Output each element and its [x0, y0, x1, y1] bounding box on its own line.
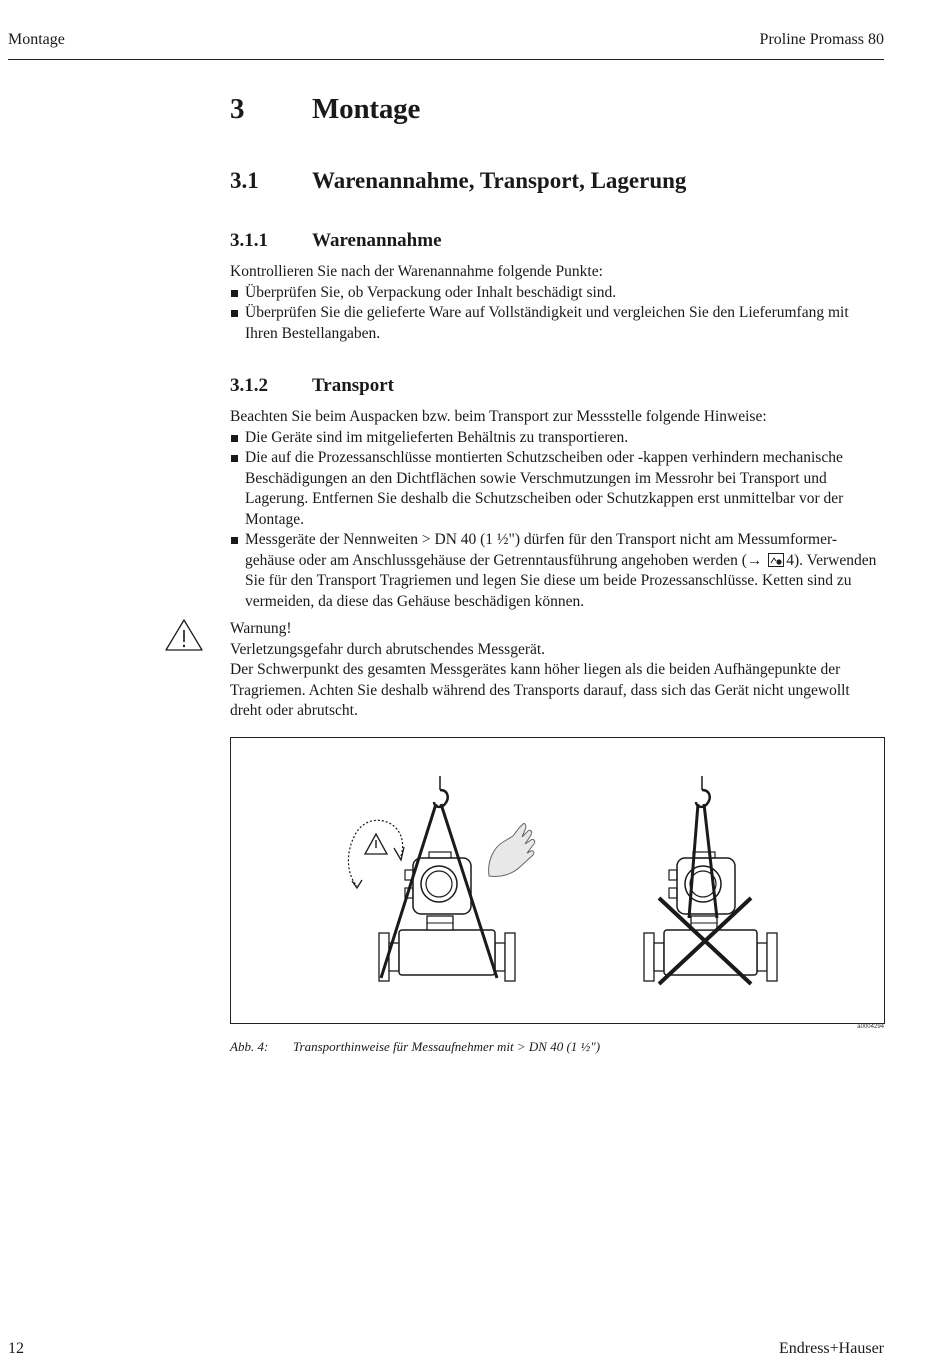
correct-lifting-drawing: [348, 776, 534, 981]
transport-figure: [230, 737, 885, 1024]
section-number: 3.1: [230, 168, 259, 193]
chapter-title: Montage: [312, 93, 421, 125]
header-product-name: Proline Promass 80: [759, 31, 884, 48]
hand-icon: [489, 823, 535, 876]
warning-title: Warnung!: [230, 620, 292, 637]
warenannahme-list: [230, 283, 885, 345]
subsection-heading-warenannahme: [230, 230, 442, 252]
list-item: Überprüfen Sie, ob Verpackung oder Inhalt beschädigt sind.: [230, 283, 885, 304]
incorrect-lifting-drawing: [644, 776, 777, 984]
header-section-title: Montage: [8, 31, 65, 48]
subsection-heading-transport: [230, 375, 394, 397]
footer-brand: Endress+Hauser: [779, 1340, 884, 1357]
section-heading: [230, 168, 686, 194]
warenannahme-intro: Kontrollieren Sie nach der Warenannahme folgende Punkte:: [230, 263, 603, 280]
figure-reference-icon: [768, 553, 784, 567]
caption-number: Abb. 4:: [230, 1039, 269, 1054]
transport-list: [230, 428, 885, 613]
caption-text: Transporthinweise für Messaufnehmer mit > DN 40 (1 ½"): [293, 1039, 601, 1054]
figure-caption: [230, 1039, 600, 1055]
chapter-heading: [230, 93, 420, 126]
subsection-number: 3.1.2: [230, 375, 268, 396]
list-item: Die auf die Prozessanschlüsse montierten Schutzscheiben oder -kappen verhindern mechanische Beschädigungen an den Dichtflächen sowie Verschmutzungen im Messrohr bei Transport und Lagerung. Entfernen Sie deshalb die Schutzscheiben oder Schutzkappen erst unmittelbar vor der Montage.: [230, 448, 885, 530]
figure-reference-number[interactable]: 4: [786, 551, 794, 569]
figure-id: a0004294: [857, 1024, 884, 1030]
transport-body: [230, 407, 885, 612]
header-rule: [8, 59, 884, 60]
subsection-number: 3.1.1: [230, 230, 268, 251]
chapter-number: 3: [230, 93, 245, 125]
transport-illustration: [231, 738, 884, 1023]
warning-line2: Der Schwerpunkt des gesamten Messgerätes kann höher liegen als die beiden Aufhängepunkte der Tragriemen. Achten Sie deshalb während des Transports darauf, dass sich das Gerät nicht ungewollt dreht oder abrutscht.: [230, 661, 850, 719]
footer-page-number: 12: [8, 1340, 24, 1357]
warning-block: [230, 619, 885, 722]
section-title: Warenannahme, Transport, Lagerung: [312, 168, 687, 193]
list-item: Die Geräte sind im mitgelieferten Behältnis zu transportieren.: [230, 428, 885, 449]
list-item: Überprüfen Sie die gelieferte Ware auf Vollständigkeit und vergleichen Sie den Lieferumfang mit Ihren Bestellangaben.: [230, 303, 885, 344]
warenannahme-body: [230, 262, 885, 344]
subsection-title: Transport: [312, 375, 394, 396]
subsection-title: Warenannahme: [312, 230, 442, 251]
transport-intro: Beachten Sie beim Auspacken bzw. beim Transport zur Messstelle folgende Hinweise:: [230, 408, 767, 425]
list-item: Messgeräte der Nennweiten > DN 40 (1 ½") dürfen für den Transport nicht am Messumformer-gehäuse oder am Anschlussgehäuse der Getrenntausführung angehoben werden (→ 4). Verwenden Sie für den Transport Tragriemen und legen Sie diese um beide Prozessanschlüsse. Ketten sind zu vermeiden, da diese das Gehäuse beschädigen können.: [230, 530, 885, 612]
warning-line1: Verletzungsgefahr durch abrutschendes Messgerät.: [230, 640, 546, 658]
warning-triangle-icon: [164, 618, 204, 652]
